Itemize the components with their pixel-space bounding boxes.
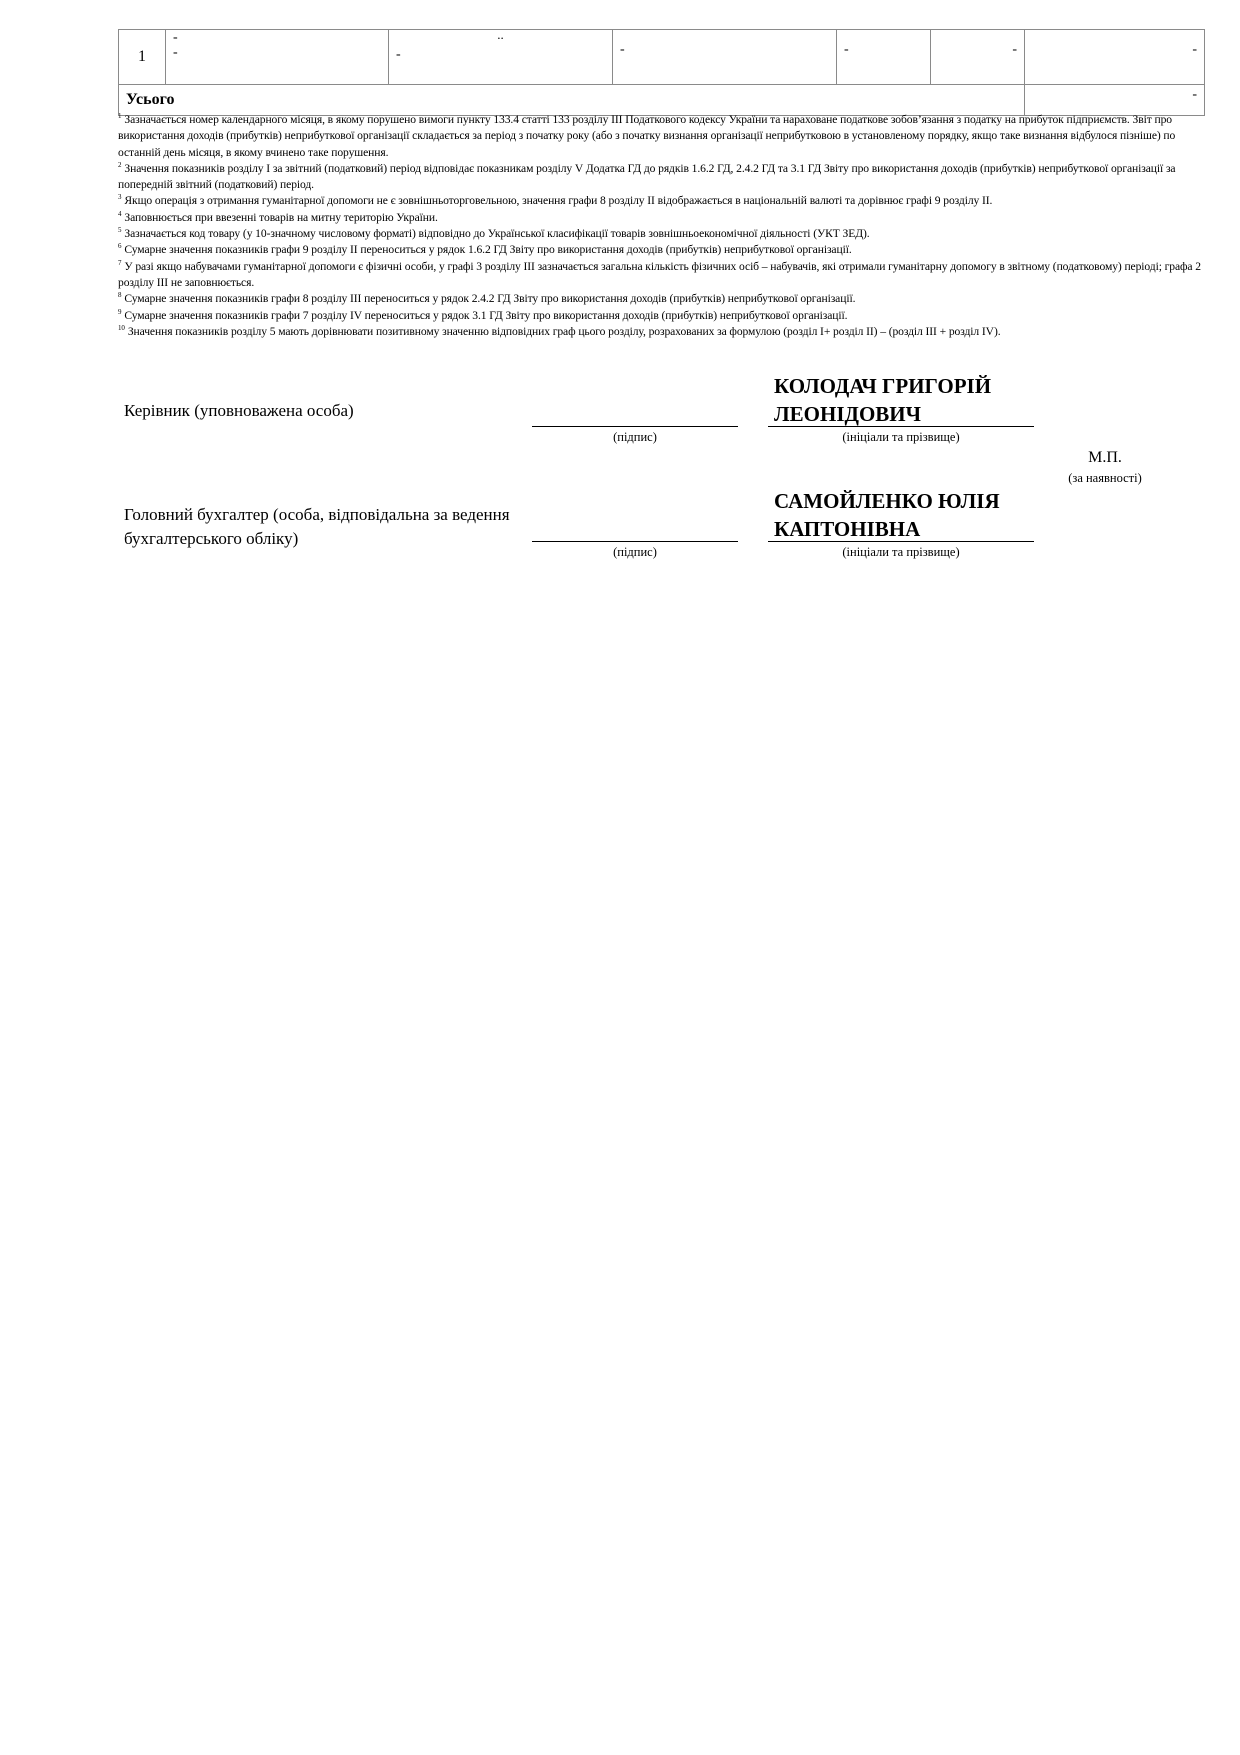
- accountant-signature-caption: (підпис): [613, 545, 657, 559]
- stamp-caption: (за наявності): [1068, 471, 1142, 485]
- head-name: [774, 372, 1034, 428]
- total-row: [119, 85, 1205, 116]
- footnote: [118, 112, 1208, 161]
- footnote-mark: 7: [118, 258, 122, 267]
- accountant-name-caption: (ініціали та прізвище): [842, 545, 960, 559]
- footnote-mark: 4: [118, 209, 122, 218]
- accountant-label-line: бухгалтерського обліку): [124, 529, 299, 548]
- head-signature-line: [532, 426, 738, 427]
- accountant-signature-line: [532, 541, 738, 542]
- row-number-cell: 1: [119, 30, 166, 85]
- footnote: [118, 259, 1208, 292]
- head-label: Керівник (уповноважена особа): [124, 401, 354, 420]
- head-name-line: КОЛОДАЧ ГРИГОРІЙ: [774, 374, 992, 398]
- footnote-text: Сумарне значення показників графи 7 розділу IV переноситься у рядок 3.1 ГД Звіту про використання доходів (прибутків) неприбуткової організації.: [124, 308, 848, 322]
- footnote: [118, 161, 1208, 194]
- table-cell: -: [837, 30, 931, 85]
- head-signature-caption: (підпис): [613, 430, 657, 444]
- table-cell: -: [613, 30, 837, 85]
- footnote-text: Заповнюється при ввезенні товарів на митну територію України.: [124, 210, 438, 224]
- total-value: -: [1025, 85, 1205, 116]
- footnote: [118, 324, 1208, 340]
- table-row: [119, 30, 1205, 85]
- footnote: [118, 242, 1208, 258]
- table-cell: [166, 30, 389, 85]
- accountant-name-line: САМОЙЛЕНКО ЮЛІЯ: [774, 489, 1000, 513]
- footnote-text: Сумарне значення показників графи 8 розділу III переноситься у рядок 2.4.2 ГД Звіту про використання доходів (прибутків) неприбуткової організації.: [124, 292, 856, 306]
- accountant-name-line: КАПТОНІВНА: [774, 517, 921, 541]
- table-cell: [389, 27, 613, 85]
- footnote-mark: 8: [118, 291, 122, 300]
- head-name-caption: (ініціали та прізвище): [842, 430, 960, 444]
- footnote-text: Зазначається номер календарного місяця, в якому порушено вимоги пункту 133.4 статті 133 розділу III Податкового кодексу України та нараховане податкове зобов’язання з податку на прибуток підприємств. Звіт про використання доходів (прибутків) неприбуткової організації складається за період з початку року (або з початку визнання організації неприбутковою в установленому порядку, якщо таке визнання відбулося пізніше) по останній день місяця, в якому вчинено таке порушення.: [118, 113, 1176, 159]
- cell-value: -: [396, 47, 401, 62]
- cell-value: -: [173, 30, 178, 45]
- accountant-name: [774, 487, 1034, 543]
- footnote-text: Значення показників розділу I за звітний (податковий) період відповідає показникам розділу V Додатка ГД до рядків 1.6.2 ГД, 2.4.2 ГД та 3.1 ГД Звіту про використання доходів (прибутків) неприбуткової організації за попередній звітний (податковий) період.: [118, 161, 1176, 192]
- head-name-line: ЛЕОНІДОВИЧ: [774, 402, 922, 426]
- footnote-text: Значення показників розділу 5 мають дорівнювати позитивному значенню відповідних граф цього розділу, розрахованих за формулою (розділ I+ розділ II) – (розділ III + розділ IV).: [127, 324, 1001, 338]
- footnote-text: Сумарне значення показників графи 9 розділу II переноситься у рядок 1.6.2 ГД Звіту про використання доходів (прибутків) неприбуткової організації.: [124, 243, 852, 257]
- cell-value: ..: [497, 27, 504, 42]
- footnote-mark: 9: [118, 307, 122, 316]
- footnote-mark: 1: [118, 112, 122, 120]
- table-cell: -: [1025, 30, 1205, 85]
- footnote-mark: 5: [118, 226, 122, 235]
- footnote: [118, 291, 1208, 307]
- footnote-mark: 3: [118, 193, 122, 202]
- accountant-label-line: Головний бухгалтер (особа, відповідальна за ведення: [124, 505, 510, 524]
- footnote: [118, 210, 1208, 226]
- cell-value: -: [173, 45, 178, 60]
- footnote: [118, 226, 1208, 242]
- footnotes: [118, 112, 1208, 340]
- footnote: [118, 308, 1208, 324]
- total-label: Усього: [119, 85, 1025, 116]
- footnote-text: Якщо операція з отримання гуманітарної допомоги не є зовнішньоторговельною, значення графи 8 розділу II відображається в національній валюті та дорівнює графі 9 розділу II.: [124, 194, 993, 208]
- head-name-line-rule: [768, 426, 1034, 427]
- table-cell: -: [931, 30, 1025, 85]
- footnote-mark: 2: [118, 160, 122, 169]
- footnote-text: Зазначається код товару (у 10-значному числовому форматі) відповідно до Української класифікації товарів зовнішньоекономічної діяльності (УКТ ЗЕД).: [124, 227, 870, 241]
- accountant-label: [124, 503, 510, 551]
- footnote-mark: 6: [118, 242, 122, 251]
- accountant-name-line-rule: [768, 541, 1034, 542]
- footnote-text: У разі якщо набувачами гуманітарної допомоги є фізичні особи, у графі 3 розділу III зазначається загальна кількість фізичних осіб – набувачів, які отримали гуманітарну допомогу в звітному (податковому) періоді; графа 2 розділу III не заповнюється.: [118, 259, 1201, 289]
- footnote: [118, 193, 1208, 209]
- stamp-label: М.П.: [1088, 449, 1122, 466]
- report-table: [118, 29, 1205, 116]
- footnote-mark: 10: [118, 323, 125, 332]
